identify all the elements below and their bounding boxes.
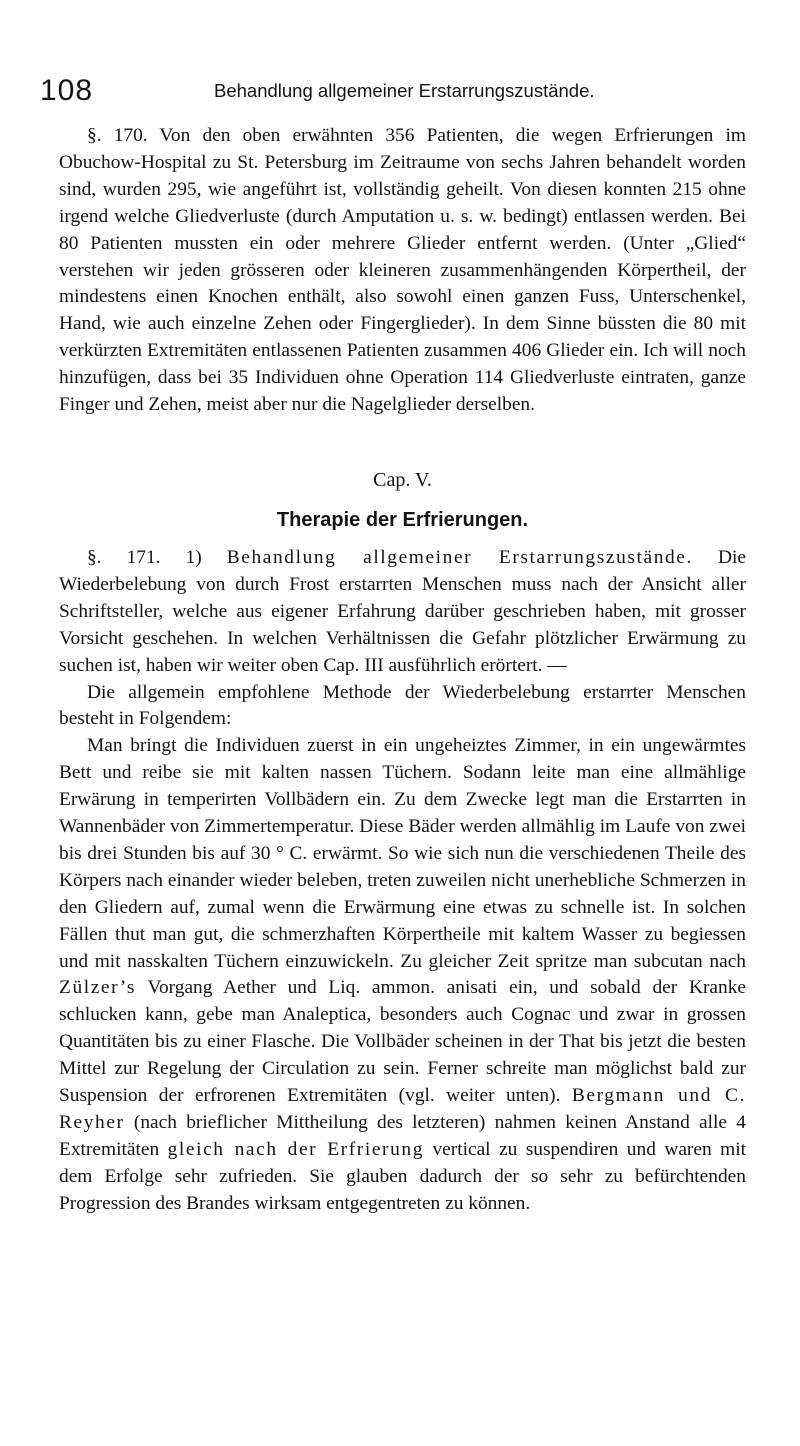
treatment-text-3: (nach brieflicher Mittheilung des letzteren) nahmen keinen Anstand alle 4 Extremitäten [59,1112,746,1160]
section-171-lead: §. 171. 1) [87,546,202,568]
section-171-text: Die Wiederbelebung von durch Frost erstarrten Menschen muss nach der Ansicht aller Schriftsteller, welche aus eigener Erfahrung darüber geschrieben haben, mit grosser Vorsicht geschehen. In welchen Verhältnissen die Gefahr plötzlicher Erwärmung zu suchen ist, haben wir weiter oben Cap. III ausführlich erörtert. — [59,546,746,676]
running-title: Behandlung allgemeiner Erstarrungszustände. [214,80,595,101]
section-171-heading: Behandlung allgemeiner Erstarrungszustände. [226,546,693,568]
section-171-paragraph [59,545,746,680]
method-paragraph: Die allgemein empfohlene Methode der Wiederbelebung erstarrter Menschen besteht in Folgendem: [59,681,746,730]
treatment-text-4: vertical zu suspendiren und waren mit dem Erfolge sehr zufrieden. Sie glauben dadurch der so sehr zu befürchtenden Progression des Brandes wirksam entgegentreten zu können. [59,1138,746,1214]
treatment-text-2: Vorgang Aether und Liq. ammon. anisati ein, und sobald der Kranke schlucken kann, gebe man Analeptica, besonders auch Cognac und zwar in grossen Quantitäten bis zu einer Flasche. Die Vollbäder scheinen in der That bis jetzt die besten Mittel zur Regelung der Circulation zu sein. Ferner schreite man möglichst bald zur Suspension der erfrorenen Extremitäten (vgl. weiter unten). [59,977,747,1107]
treatment-text-1: Man bringt die Individuen zuerst in ein ungeheiztes Zimmer, in ein ungewärmtes Bett und reibe sie mit kalten nassen Tüchern. Sodann leite man eine allmählige Erwärung in temperirten Vollbädern ein. Zu dem Zwecke legt man die Erstarrten in Wannenbäder von Zimmertemperatur. Diese Bäder werden allmählig im Laufe von zwei bis drei Stunden bis auf 30 ° C. erwärmt. So wie sich nun die verschiedenen Theile des Körpers nach einander wieder beleben, treten zuweilen nicht unerhebliche Schmerzen in den Gliedern auf, zumal wenn die Erwärmung eine etwas zu schnelle ist. In solchen Fällen thut man gut, die schmerzhaften Körpertheile mit kaltem Wasser zu begiessen und mit nasskalten Tüchern einzuwickeln. Zu gleicher Zeit spritze man subcutan nach [59,735,746,972]
author-name-zuelzer: Zülzer’s [59,977,137,999]
chapter-number: Cap. V. [373,468,432,491]
page-number: 108 [40,74,94,107]
chapter-title: Therapie der Erfrierungen. [276,508,529,531]
author-names: Bergmann und C. Reyher [59,1085,746,1133]
section-170-paragraph: §. 170. Von den oben erwähnten 356 Patienten, die wegen Erfrierungen im Obuchow-Hospital zu St. Petersburg im Zeitraume von sechs Jahren behandelt worden sind, wurden 295, wie angeführt ist, vollständig geheilt. Von diesen konnten 215 ohne irgend welche Gliedverluste (durch Amputation u. s. w. bedingt) entlassen werden. Bei 80 Patienten mussten ein oder mehrere Glieder entfernt werden. (Unter „Glied“ verstehen wir jeden grösseren oder kleineren zusammenhängenden Körpertheil, der mindestens einen Knochen enthält, also sowohl einen ganzen Fuss, Unterschenkel, Hand, wie auch einzelne Zehen oder Fingerglieder). In dem Sinne büssten die 80 mit verkürzten Extremitäten entlassenen Patienten zusammen 406 Glieder ein. Ich will noch hinzufügen, dass bei 35 Individuen ohne Operation 114 Gliedverluste eintraten, ganze Finger und Zehen, meist aber nur die Nagelglieder derselben. [59,125,746,416]
emphasis-phrase: gleich nach der Erfrierung [167,1138,424,1160]
treatment-paragraph [59,733,746,1217]
page-body [59,123,746,1218]
